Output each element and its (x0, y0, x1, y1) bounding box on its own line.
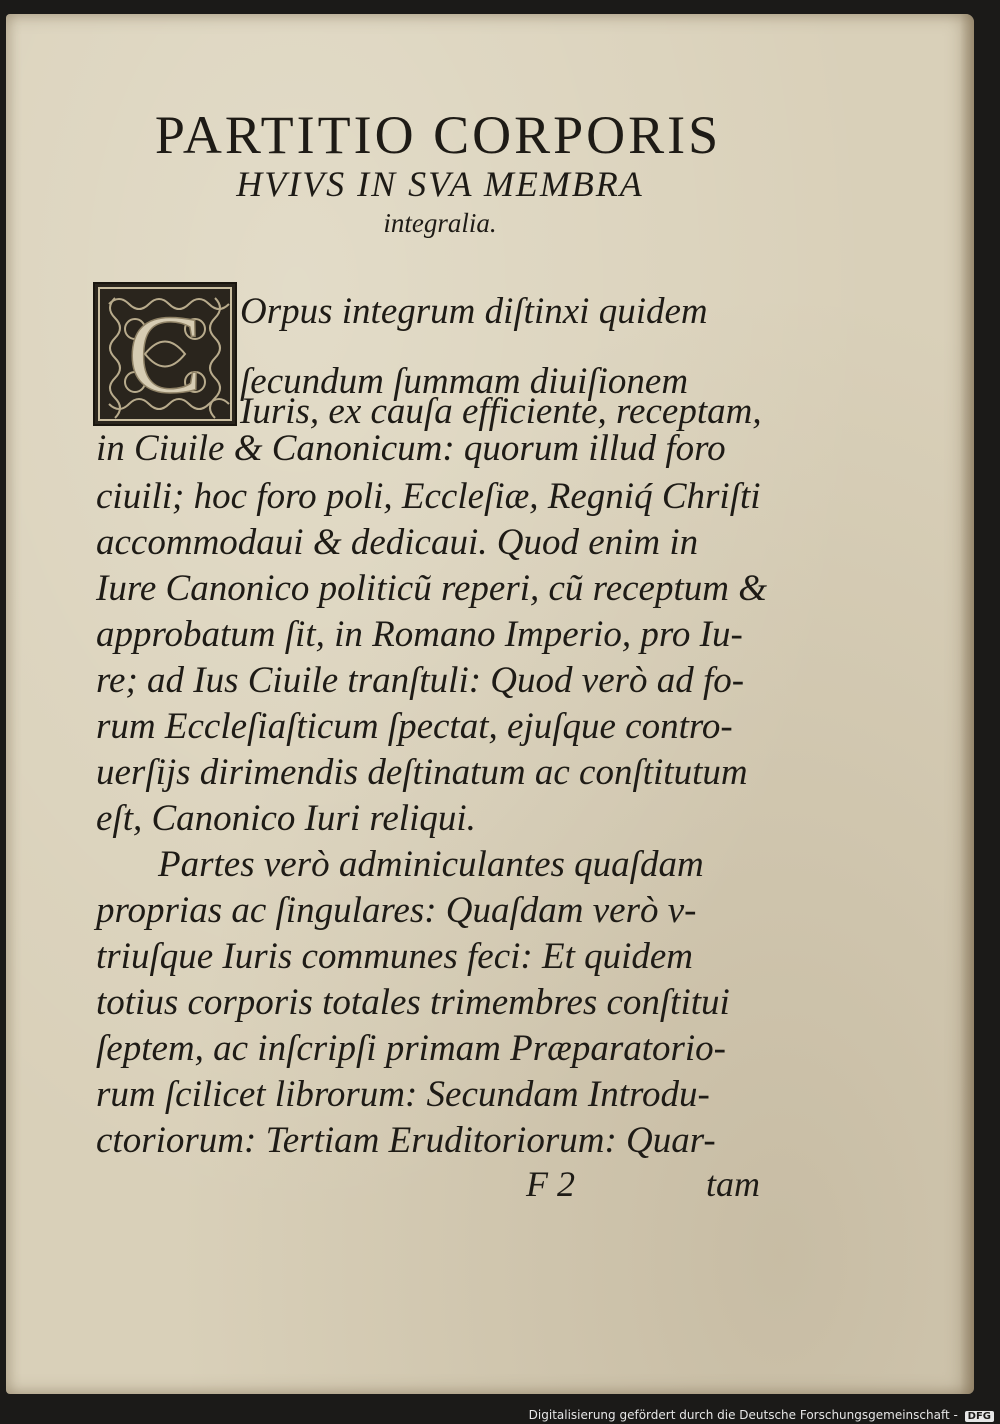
credit-text: Digitalisierung gefördert durch die Deutsche Forschungsgemeinschaft - (528, 1408, 958, 1422)
text-line: Iuris, ex cauſa efficiente, receptam, (240, 391, 762, 432)
text-line: totius corporis totales trimembres conſtitui (96, 982, 730, 1023)
text-line: ſeptem, ac inſcripſi primam Præparatorio- (96, 1028, 726, 1069)
text-line: ciuili; hoc foro poli, Eccleſiæ, Regniq́ Chriſti (96, 476, 761, 517)
text-line: approbatum ſit, in Romano Imperio, pro Iu- (96, 614, 743, 655)
text-line: triuſque Iuris communes feci: Et quidem (96, 936, 694, 977)
decorated-initial-letter (93, 282, 237, 426)
dfg-logo: DFG (965, 1411, 994, 1422)
page-edge-shadow (960, 14, 974, 1394)
page-subtitle: HVIVS IN SVA MEMBRA (236, 164, 644, 204)
text-line: rum Eccleſiaſticum ſpectat, ejuſque contro- (96, 706, 733, 747)
text-line: proprias ac ſingulares: Quaſdam verò v- (96, 890, 697, 931)
text-line: accommodaui & dedicaui. Quod enim in (96, 522, 699, 563)
catchword: tam (706, 1164, 760, 1204)
text-line: in Ciuile & Canonicum: quorum illud foro (96, 428, 726, 469)
text-line: Partes verò adminiculantes quaſdam (158, 844, 704, 885)
initial-letter-text: C (127, 293, 203, 417)
text-line: Iure Canonico politicũ reperi, cũ receptum & (96, 568, 767, 609)
page-title: PARTITIO CORPORIS (154, 105, 722, 165)
digitization-credit (529, 1408, 994, 1422)
text-line: rum ſcilicet librorum: Secundam Introdu- (96, 1074, 710, 1115)
signature-mark: F 2 (526, 1164, 575, 1204)
text-line: ctoriorum: Tertiam Eruditoriorum: Quar- (96, 1120, 716, 1161)
text-line: uerſijs dirimendis deſtinatum ac conſtitutum (96, 752, 748, 793)
page-subtitle-second-line: integralia. (383, 208, 497, 238)
text-line: ſecundum ſummam diuiſionem (240, 361, 689, 402)
text-line: Orpus integrum diſtinxi quidem (240, 291, 708, 332)
ornament-icon (95, 284, 235, 424)
text-line: re; ad Ius Ciuile tranſtuli: Quod verò ad fo- (96, 660, 745, 701)
text-line: eſt, Canonico Iuri reliqui. (96, 798, 476, 839)
